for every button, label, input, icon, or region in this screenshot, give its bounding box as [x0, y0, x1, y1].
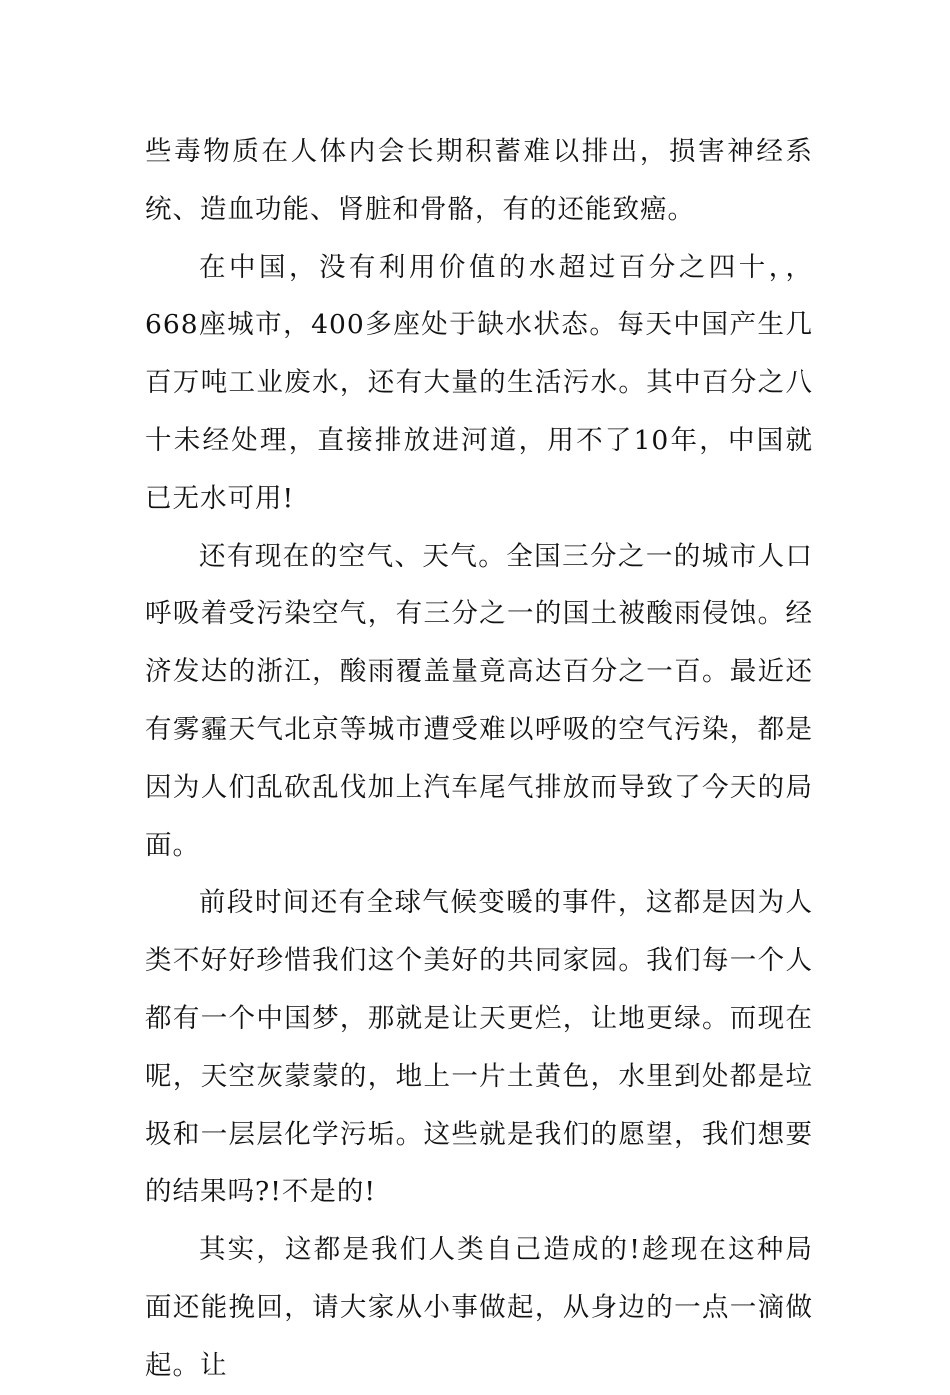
paragraph-3: 还有现在的空气、天气。全国三分之一的城市人口呼吸着受污染空气，有三分之一的国土被酸雨侵蚀。经济发达的浙江，酸雨覆盖量竟高达百分之一百。最近还有雾霾天气北京等城市遭受难以呼吸的空气污染，都是因为人们乱砍乱伐加上汽车尾气排放而导致了今天的局面。 — [145, 540, 813, 861]
body-text — [145, 123, 813, 1395]
paragraph-1: 些毒物质在人体内会长期积蓄难以排出，损害神经系统、造血功能、肾脏和骨骼，有的还能致癌。 — [145, 136, 813, 225]
paragraph-4: 前段时间还有全球气候变暖的事件，这都是因为人类不好好珍惜我们这个美好的共同家园。我们每一个人都有一个中国梦，那就是让天更烂，让地更绿。而现在呢，天空灰蒙蒙的，地上一片土黄色，水里到处都是垃圾和一层层化学污垢。这些就是我们的愿望，我们想要的结果吗?!不是的! — [145, 887, 813, 1208]
paragraph-5: 其实，这都是我们人类自己造成的!趁现在这种局面还能挽回，请大家从小事做起，从身边的一点一滴做起。让 — [145, 1234, 813, 1381]
paragraph-2: 在中国，没有利用价值的水超过百分之四十，，668座城市，400多座处于缺水状态。每天中国产生几百万吨工业废水，还有大量的生活污水。其中百分之八十未经处理，直接排放进河道，用不了10年，中国就已无水可用! — [145, 251, 813, 514]
